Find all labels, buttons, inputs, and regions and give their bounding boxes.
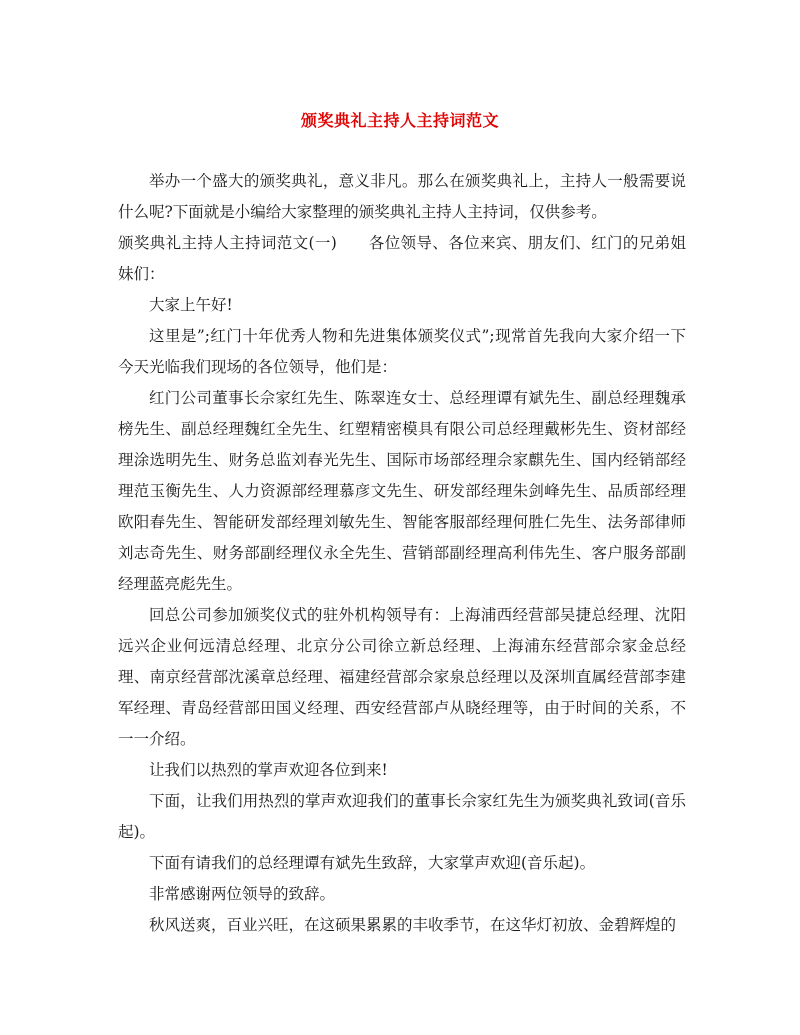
paragraph-ceremony-intro: 这里是”;红门十年优秀人物和先进集体颁奖仪式”;现常首先我向大家介绍一下今天光临我们现场的各位领导，他们是： xyxy=(118,327,686,376)
paragraph-chairman-speech: 下面，让我们用热烈的掌声欢迎我们的董事长佘家红先生为颁奖典礼致词(音乐起)。 xyxy=(118,792,686,841)
paragraph-leaders-list: 红门公司董事长佘家红先生、陈翠连女士、总经理谭有斌先生、副总经理魏承榜先生、副总经理魏红全先生、红塑精密模具有限公司总经理戴彬先生、资材部经理涂选明先生、财务总监刘春光先生、国际市场部经理佘家麒先生、国内经销部经理范玉衡先生、人力资源部经理慕彦文先生、研发部经理朱剑峰先生、品质部经理欧阳春先生、智能研发部经理刘敏先生、智能客服部经理何胜仁先生、法务部律师刘志奇先生、财务部副经理仪永全先生、营销部副经理高利伟先生、客户服务部副经理蓝亮彪先生。 xyxy=(118,389,686,593)
paragraph-thanks: 非常感谢两位领导的致辞。 xyxy=(149,885,336,903)
paragraph-intro: 举办一个盛大的颁奖典礼，意义非凡。那么在颁奖典礼上，主持人一般需要说什么呢?下面就是小编给大家整理的颁奖典礼主持人主持词，仅供参考。 xyxy=(118,172,686,221)
paragraph-good-morning: 大家上午好! xyxy=(149,296,233,314)
document-title: 颁奖典礼主持人主持词范文 xyxy=(300,111,499,130)
paragraph-welcome: 让我们以热烈的掌声欢迎各位到来! xyxy=(149,761,388,779)
paragraph-autumn: 秋风送爽，百业兴旺，在这硕果累累的丰收季节，在这华灯初放、金碧辉煌的 xyxy=(149,916,677,934)
paragraph-branch-leaders: 回总公司参加颁奖仪式的驻外机构领导有：上海浦西经营部吴捷总经理、沈阳远兴企业何远清总经理、北京分公司徐立新总经理、上海浦东经营部佘家金总经理、南京经营部沈溪章总经理、福建经营部佘家泉总经理以及深圳直属经营部李建军经理、青岛经营部田国义经理、西安经营部卢从晓经理等，由于时间的关系，不一一介绍。 xyxy=(118,606,686,748)
paragraph-heading-greeting: 颁奖典礼主持人主持词范文(一) 各位领导、各位来宾、朋友们、红门的兄弟姐妹们： xyxy=(118,234,686,283)
paragraph-gm-speech: 下面有请我们的总经理谭有斌先生致辞，大家掌声欢迎(音乐起)。 xyxy=(149,854,596,872)
document-body xyxy=(118,166,686,941)
